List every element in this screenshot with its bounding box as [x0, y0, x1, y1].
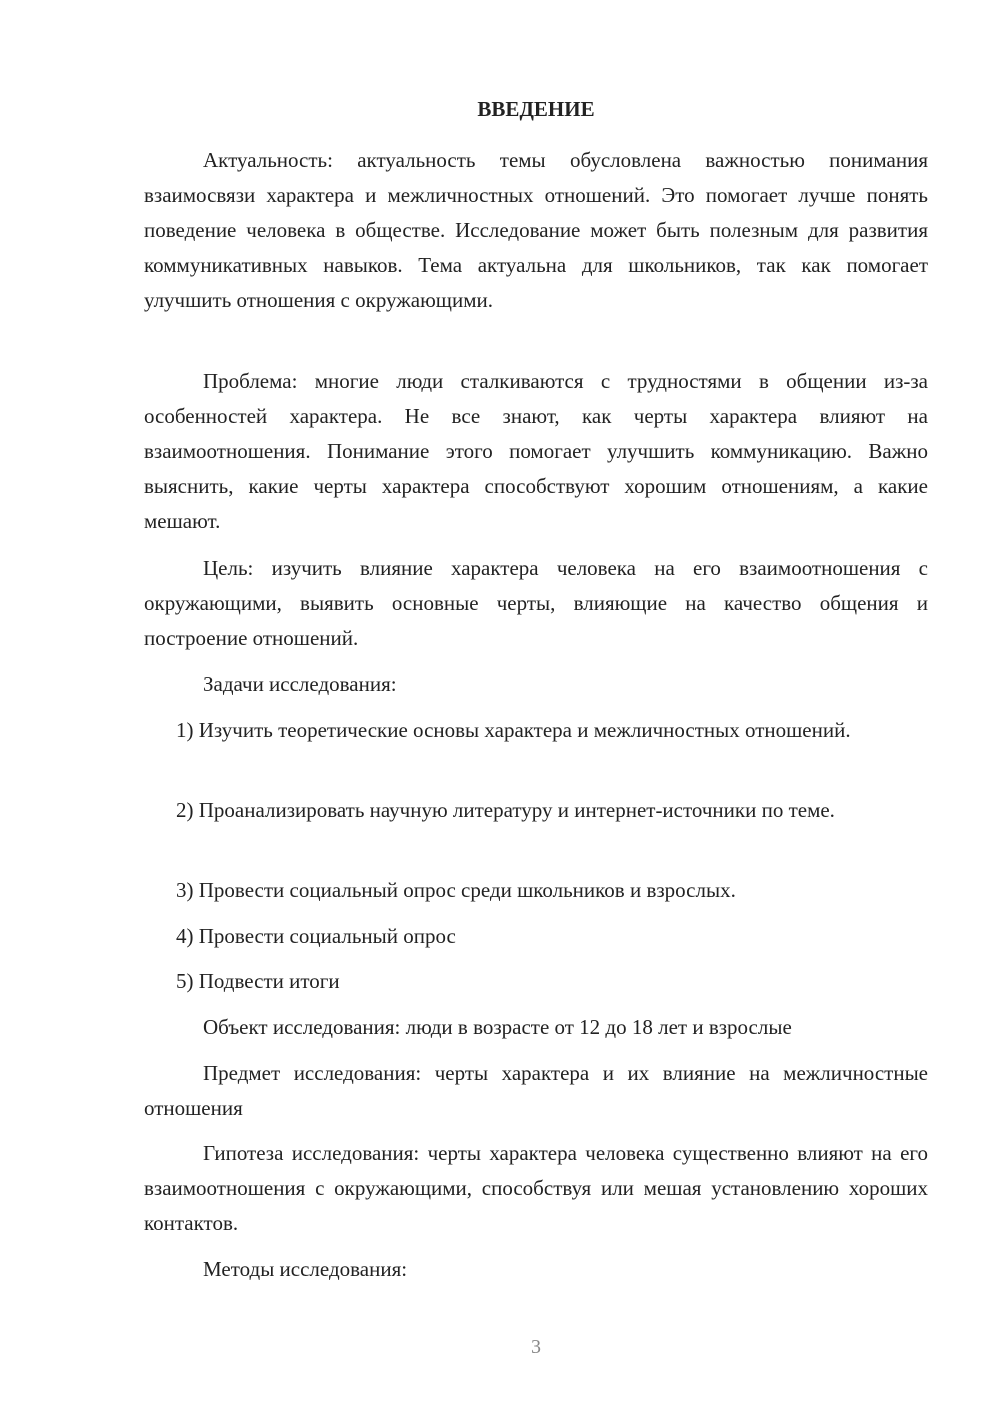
tasks-heading: Задачи исследования: [203, 672, 397, 696]
page-title: ВВЕДЕНИЕ [477, 97, 595, 121]
task-item-2: 2) Проанализировать научную литературу и интернет-источники по теме. [176, 798, 835, 822]
methods-heading: Методы исследования: [203, 1257, 408, 1281]
relevance-paragraph: Актуальность: актуальность темы обусловлена важностью понимания взаимосвязи характера и межличностных отношений. Это помогает лучше понять поведение человека в обществе. Исследование может быть полезным для развития коммуникативных навыков. Тема актуальна для школьников, так как помогает улучшить отношения с окружающими. [144, 148, 928, 312]
task-item-4: 4) Провести социальный опрос [176, 924, 456, 948]
object-paragraph: Объект исследования: люди в возрасте от 12 до 18 лет и взрослые [203, 1015, 792, 1039]
page-number: 3 [531, 1336, 541, 1358]
subject-paragraph: Предмет исследования: черты характера и их влияние на межличностные отношения [144, 1061, 928, 1120]
task-item-5: 5) Подвести итоги [176, 969, 340, 993]
task-item-1: 1) Изучить теоретические основы характера и межличностных отношений. [176, 718, 851, 742]
task-item-3: 3) Провести социальный опрос среди школьников и взрослых. [176, 878, 736, 902]
problem-paragraph: Проблема: многие люди сталкиваются с трудностями в общении из-за особенностей характера. Не все знают, как черты характера влияют на взаимоотношения. Понимание этого помогает улучшить коммуникацию. Важно выяснить, какие черты характера способствуют хорошим отношениям, а какие мешают. [144, 369, 928, 533]
hypothesis-paragraph: Гипотеза исследования: черты характера человека существенно влияют на его взаимоотношения с окружающими, способствуя или мешая установлению хороших контактов. [144, 1141, 928, 1235]
goal-paragraph: Цель: изучить влияние характера человека на его взаимоотношения с окружающими, выявить основные черты, влияющие на качество общения и построение отношений. [144, 556, 928, 650]
